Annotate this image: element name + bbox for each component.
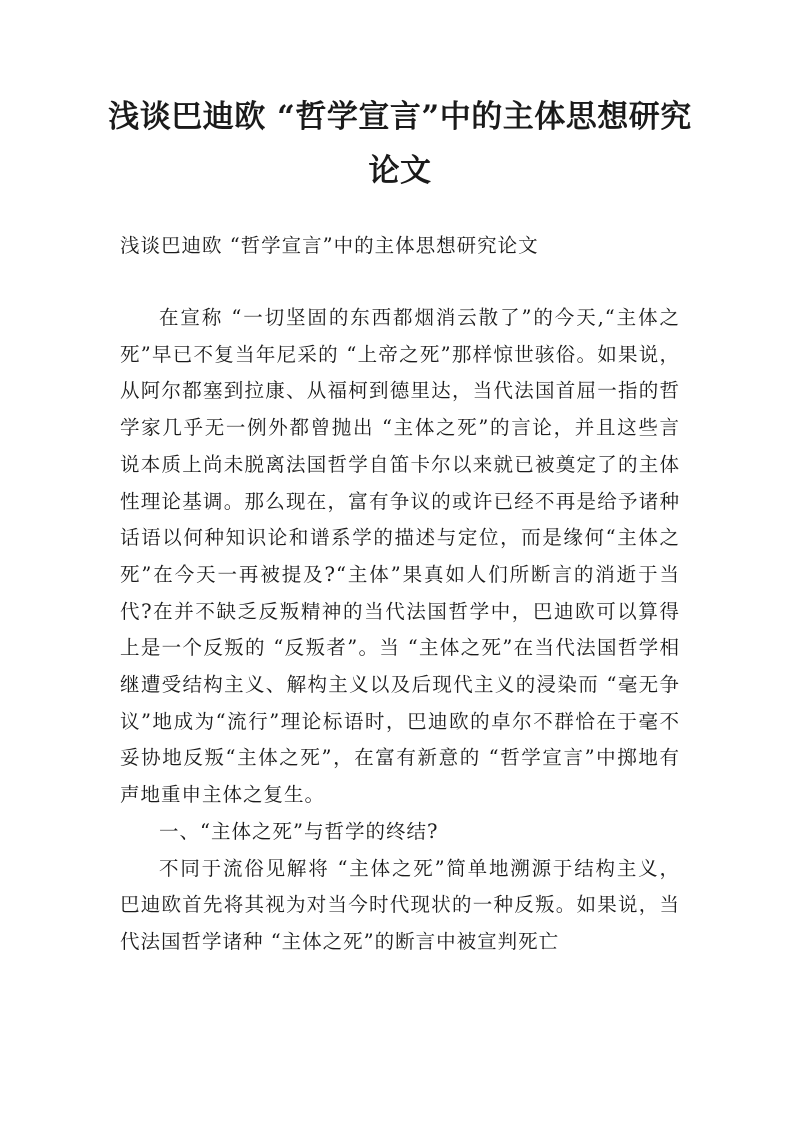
- title-line-2: 论文: [368, 153, 432, 189]
- document-title: [80, 90, 720, 198]
- section-heading-1: 一、“主体之死”与哲学的终结?: [159, 819, 439, 843]
- title-line-1: 浅谈巴迪欧 “哲学宣言”中的主体思想研究: [108, 99, 692, 135]
- body-paragraph-intro: 在宣称 “一切坚固的东西都烟消云散了”的今天,“主体之死”早已不复当年尼采的 “上帝之死”那样惊世骇俗。如果说，从阿尔都塞到拉康、从福柯到德里达，当代法国首屈一指的哲学家几乎无一例外都曾抛出 “主体之死”的言论，并且这些言说本质上尚未脱离法国哲学自笛卡尔以来就已被奠定了的主体性理论基调。那么现在，富有争议的或许已经不再是给予诸种话语以何种知识论和谱系学的描述与定位，而是缘何“主体之死”在今天一再被提及?“主体”果真如人们所断言的消逝于当代?在并不缺乏反叛精神的当代法国哲学中，巴迪欧可以算得上是一个反叛的 “反叛者”。当 “主体之死”在当代法国哲学相继遭受结构主义、解构主义以及后现代主义的浸染而 “毫无争议”地成为“流行”理论标语时，巴迪欧的卓尔不群恰在于毫不妥协地反叛“主体之死”，在富有新意的 “哲学宣言”中掷地有声地重申主体之复生。: [120, 306, 680, 807]
- document-body: [120, 300, 680, 961]
- body-paragraph-section-1: 不同于流俗见解将 “主体之死”简单地溯源于结构主义，巴迪欧首先将其视为对当今时代现状的一种反叛。如果说，当代法国哲学诸种 “主体之死”的断言中被宣判死亡: [120, 856, 680, 953]
- document-subtitle: 浅谈巴迪欧 “哲学宣言”中的主体思想研究论文: [120, 234, 539, 257]
